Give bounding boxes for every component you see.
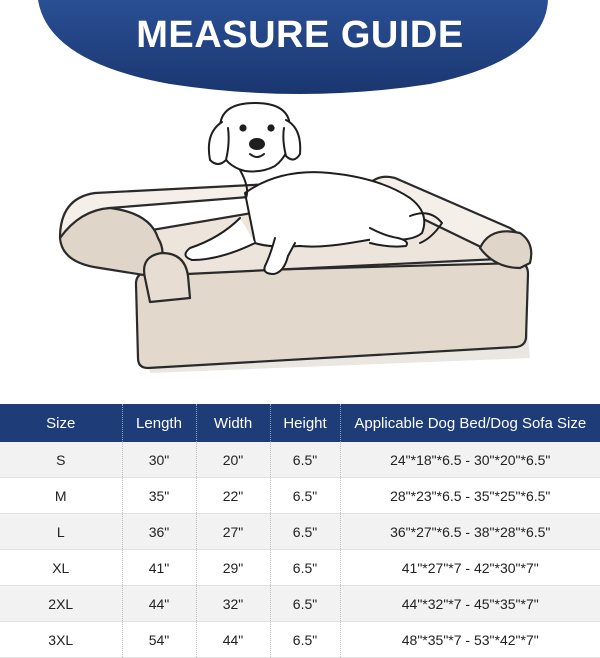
cell-width: 27" bbox=[196, 514, 270, 550]
table-row bbox=[0, 550, 600, 586]
cell-size: 2XL bbox=[0, 586, 122, 622]
cell-size: S bbox=[0, 442, 122, 478]
cell-applicable-size: 41"*27"*7 - 42"*30"*7" bbox=[340, 550, 600, 586]
cell-width: 29" bbox=[196, 550, 270, 586]
header-applicable-size: Applicable Dog Bed/Dog Sofa Size bbox=[340, 404, 600, 442]
cell-height: 6.5" bbox=[270, 514, 340, 550]
cell-applicable-size: 44"*32"*7 - 45"*35"*7" bbox=[340, 586, 600, 622]
cell-applicable-size: 28"*23"*6.5 - 35"*25"*6.5" bbox=[340, 478, 600, 514]
cell-height: 6.5" bbox=[270, 622, 340, 658]
cell-height: 6.5" bbox=[270, 442, 340, 478]
cell-applicable-size: 48"*35"*7 - 53"*42"*7" bbox=[340, 622, 600, 658]
cell-size: 3XL bbox=[0, 622, 122, 658]
cell-size: M bbox=[0, 478, 122, 514]
dog-bed-illustration bbox=[50, 98, 550, 388]
cell-length: 44" bbox=[122, 586, 196, 622]
cell-applicable-size: 24"*18"*6.5 - 30"*20"*6.5" bbox=[340, 442, 600, 478]
cell-length: 54" bbox=[122, 622, 196, 658]
header-height: Height bbox=[270, 404, 340, 442]
cell-width: 32" bbox=[196, 586, 270, 622]
cell-size: XL bbox=[0, 550, 122, 586]
table-row bbox=[0, 442, 600, 478]
cell-height: 6.5" bbox=[270, 478, 340, 514]
cell-length: 41" bbox=[122, 550, 196, 586]
cell-size: L bbox=[0, 514, 122, 550]
table-row bbox=[0, 622, 600, 658]
table-row bbox=[0, 478, 600, 514]
table-row bbox=[0, 586, 600, 622]
cell-length: 36" bbox=[122, 514, 196, 550]
cell-width: 22" bbox=[196, 478, 270, 514]
table-row bbox=[0, 514, 600, 550]
cell-height: 6.5" bbox=[270, 586, 340, 622]
cell-length: 35" bbox=[122, 478, 196, 514]
header-width: Width bbox=[196, 404, 270, 442]
table-header-row bbox=[0, 404, 600, 442]
page-title: MEASURE GUIDE bbox=[136, 14, 464, 56]
header-size: Size bbox=[0, 404, 122, 442]
size-chart-table bbox=[0, 404, 600, 658]
cell-width: 20" bbox=[196, 442, 270, 478]
cell-width: 44" bbox=[196, 622, 270, 658]
cell-length: 30" bbox=[122, 442, 196, 478]
cell-height: 6.5" bbox=[270, 550, 340, 586]
cell-applicable-size: 36"*27"*6.5 - 38"*28"*6.5" bbox=[340, 514, 600, 550]
header-length: Length bbox=[122, 404, 196, 442]
